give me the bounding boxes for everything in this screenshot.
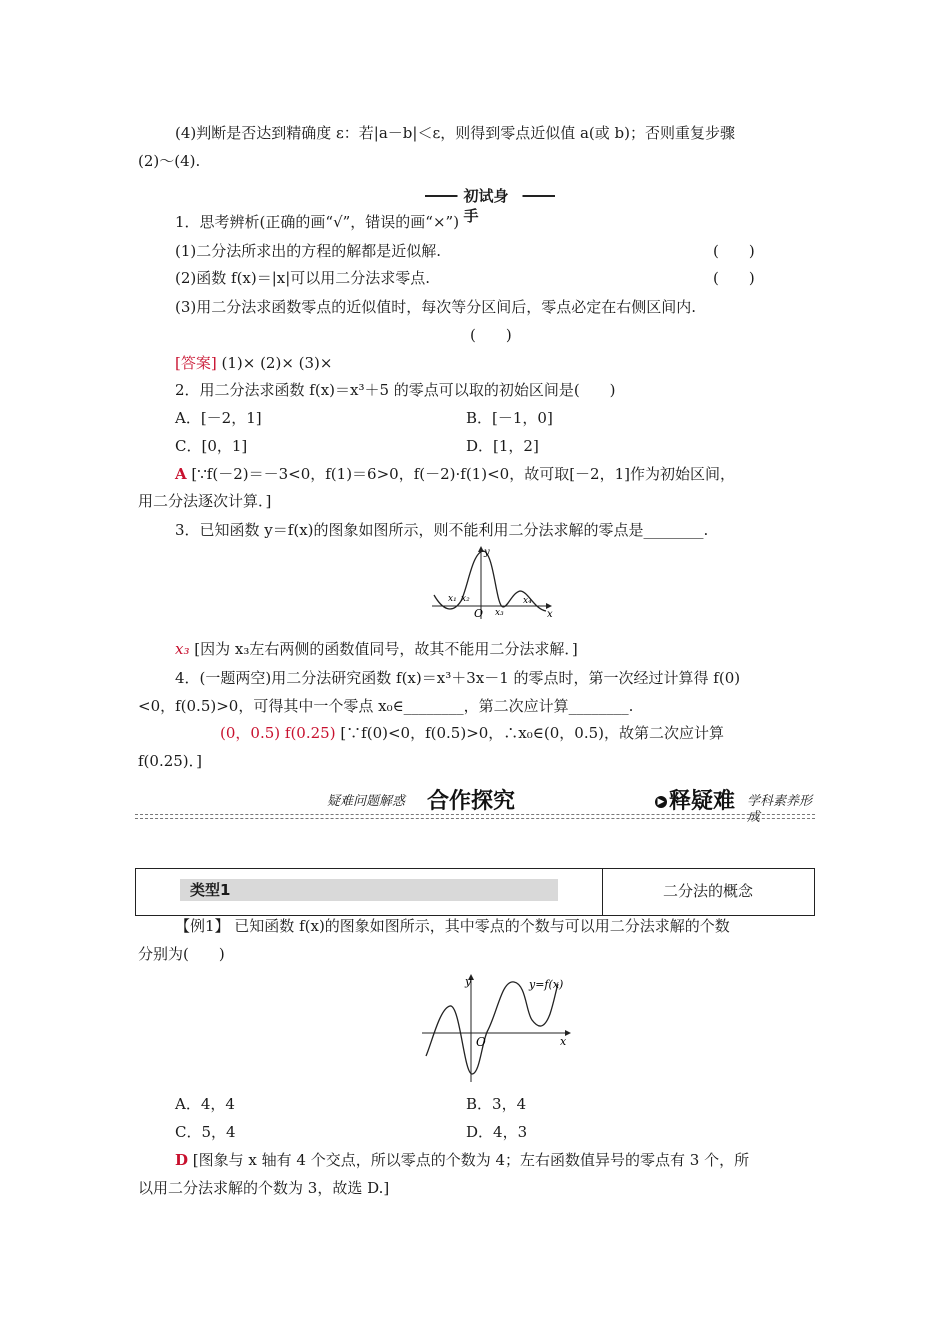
- q2-stem: 2．用二分法求函数 f(x)＝x³＋5 的零点可以取的初始区间是( ): [175, 381, 616, 399]
- ex1-option-b: B．3，4: [466, 1095, 527, 1113]
- q3-x3-label: x₃: [495, 608, 504, 618]
- type-tag: 类型1: [190, 881, 231, 899]
- answer-tag: [答案]: [175, 354, 217, 372]
- type-box: [135, 868, 815, 916]
- ex1-explanation-line1: [175, 1150, 749, 1170]
- q4-key2: f(0.25): [284, 724, 336, 742]
- ex1-graph: [418, 970, 573, 1085]
- ex1-explanation-line2: 以用二分法求解的个数为 3，故选 D.]: [138, 1179, 390, 1197]
- q1-item3: (3)用二分法求函数零点的近似值时，每次等分区间后，零点必定在右侧区间内.: [175, 298, 697, 316]
- answer-text: (1)× (2)× (3)×: [216, 354, 333, 372]
- ex1-line1: 【例1】 已知函数 f(x)的图象如图所示，其中零点的个数与可以用二分法求解的个数: [175, 917, 730, 935]
- q1-item1: (1)二分法所求出的方程的解都是近似解.: [175, 242, 442, 260]
- q2-option-c: C．[0，1]: [175, 437, 248, 455]
- section-title-2: 释疑难: [669, 789, 736, 814]
- q1-item2-paren: ( ): [713, 269, 755, 287]
- step4-line2: (2)～(4).: [138, 152, 201, 170]
- section-right-text: 学科素养形成: [747, 794, 813, 825]
- q3-y-label: y: [484, 547, 490, 558]
- q3-x-label: x: [547, 609, 553, 620]
- q1-item2: (2)函数 f(x)＝|x|可以用二分法求零点.: [175, 269, 431, 287]
- section-banner: [425, 186, 555, 225]
- q4-explanation-line1: [220, 723, 724, 743]
- q2-option-d: D．[1，2]: [466, 437, 539, 455]
- q3-key: x₃: [175, 640, 190, 658]
- q2-expl-text: [∵f(－2)＝－3<0，f(1)＝6>0，f(－2)·f(1)<0，故可取[－2，1]作为初始区间，: [186, 465, 735, 483]
- ex1-line2: 分别为( ): [138, 945, 225, 963]
- q1-stem: 1．思考辨析(正确的画“√”，错误的画“×”): [175, 213, 460, 231]
- type-tag-bg: [180, 879, 558, 901]
- ex1-option-d: D．4，3: [466, 1123, 528, 1141]
- type-name: 二分法的概念: [662, 882, 753, 900]
- banner-title: 初试身手: [458, 186, 523, 226]
- q1-answer: [175, 353, 332, 373]
- ex1-key: D: [175, 1151, 189, 1169]
- q4-explanation-line2: f(0.25)．]: [138, 752, 203, 770]
- ex1-expl-text: [图象与 x 轴有 4 个交点，所以零点的个数为 4；左右函数值异号的零点有 3 个，所: [188, 1151, 750, 1169]
- ex1-x-label: x: [560, 1035, 567, 1048]
- ex1-y-label: y: [465, 975, 472, 988]
- q4-expl-text: [∵f(0)<0，f(0.5)>0，∴x₀∈(0，0.5)，故第二次应计算: [335, 724, 724, 742]
- ex1-curve-label: y=f(x): [529, 978, 564, 991]
- q2-key: A: [175, 465, 187, 483]
- q2-explanation-line1: [175, 464, 735, 484]
- q2-explanation-line2: 用二分法逐次计算．]: [138, 492, 272, 510]
- q3-x1-label: x₁: [448, 594, 457, 604]
- ex1-option-c: C．5，4: [175, 1123, 236, 1141]
- q3-expl-text: [因为 x₃左右两侧的函数值同号，故其不能用二分法求解．]: [189, 640, 578, 658]
- step4-line1: (4)判断是否达到精确度 ε：若|a－b|＜ε，则得到零点近似值 a(或 b)；否则重复步骤: [175, 124, 735, 142]
- q3-explanation: [175, 639, 578, 659]
- q4-line1: 4．(一题两空)用二分法研究函数 f(x)＝x³＋3x－1 的零点时，第一次经过计算得 f(0): [175, 669, 741, 687]
- q4-line2: <0，f(0.5)>0，可得其中一个零点 x₀∈________，第二次应计算________.: [138, 697, 634, 715]
- q1-item3-paren: ( ): [470, 326, 512, 344]
- q3-origin-label: O: [474, 607, 484, 620]
- q3-graph: [428, 543, 558, 623]
- q2-option-b: B．[－1，0]: [466, 409, 553, 427]
- q2-option-a: A．[－2，1]: [175, 409, 262, 427]
- q1-item1-paren: ( ): [713, 242, 755, 260]
- ex1-option-a: A．4，4: [175, 1095, 235, 1113]
- q4-key1: (0，0.5): [220, 724, 281, 742]
- section-header: [135, 789, 815, 825]
- ex1-origin-label: O: [476, 1035, 486, 1049]
- arrow-icon: ▶: [655, 796, 667, 808]
- section-title-1: 合作探究: [427, 789, 516, 814]
- q3-stem: 3．已知函数 y＝f(x)的图象如图所示，则不能利用二分法求解的零点是________.: [175, 521, 709, 539]
- q3-x4-label: x₄: [523, 596, 532, 606]
- section-left-text: 疑难问题解惑: [327, 794, 406, 809]
- q3-x2-label: x₂: [461, 594, 470, 604]
